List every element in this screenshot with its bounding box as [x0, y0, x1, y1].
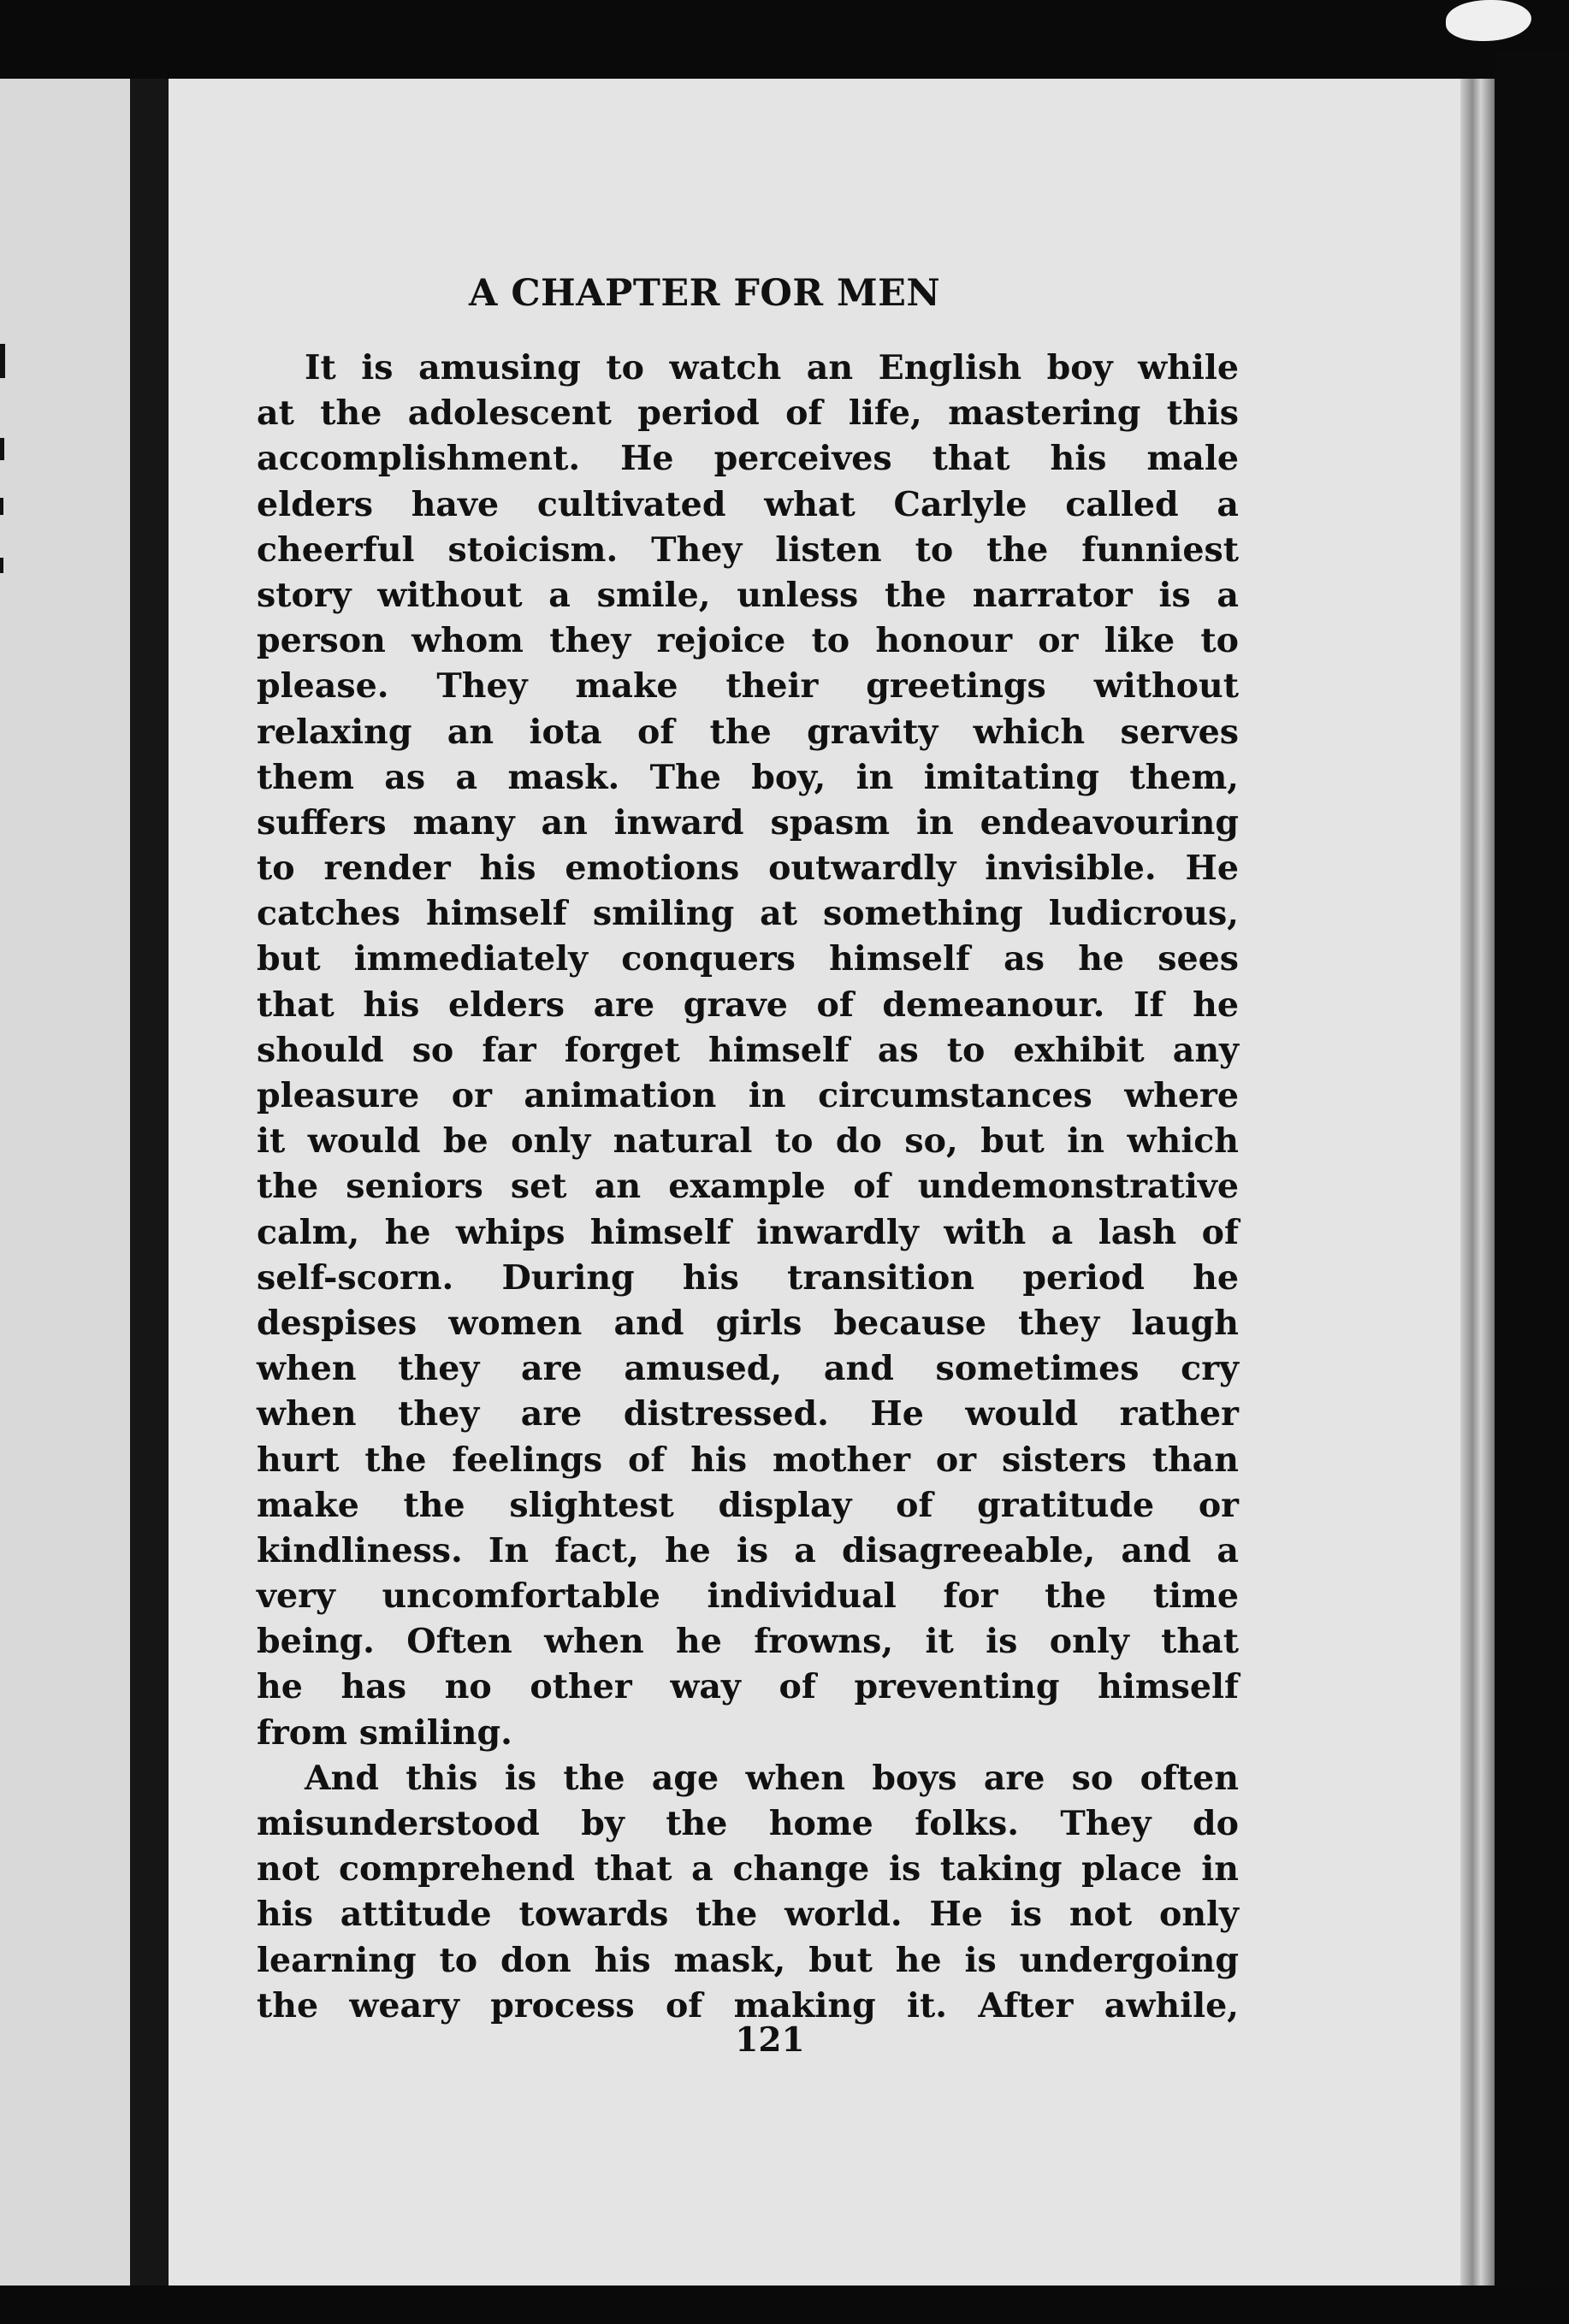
- text-line: the weary process of making it. After awhile,: [257, 1985, 1239, 2025]
- book-gutter: [130, 79, 169, 2286]
- text-line: relaxing an iota of the gravity which serves: [257, 712, 1239, 752]
- text-line: hurt the feelings of his mother or sisters than: [257, 1440, 1239, 1480]
- text-line: misunderstood by the home folks. They do: [257, 1804, 1239, 1843]
- text-line: accomplishment. He perceives that his male: [257, 439, 1239, 479]
- text-line: calm, he whips himself inwardly with a lash of: [257, 1212, 1239, 1252]
- paragraph-2: [257, 1756, 1239, 2029]
- text-line: person whom they rejoice to honour or like to: [257, 621, 1239, 661]
- facing-page-mark: [0, 498, 3, 515]
- text-line: suffers many an inward spasm in endeavouring: [257, 802, 1239, 843]
- text-line: pleasure or animation in circumstances where: [257, 1076, 1239, 1115]
- facing-page-edge: [0, 79, 132, 2286]
- text-line: them as a mask. The boy, in imitating them,: [257, 757, 1239, 797]
- text-line: self-scorn. During his transition period he: [257, 1257, 1239, 1298]
- text-line: when they are amused, and sometimes cry: [257, 1349, 1239, 1389]
- text-line: at the adolescent period of life, mastering this: [257, 393, 1239, 434]
- facing-page-mark: [0, 344, 5, 378]
- body-text: [257, 346, 1239, 2029]
- facing-page-mark: [0, 558, 3, 573]
- text-line: story without a smile, unless the narrator is a: [257, 575, 1239, 615]
- page-fore-edge: [1460, 79, 1495, 2286]
- text-line: he has no other way of preventing himself: [257, 1667, 1239, 1707]
- scan-right-border: [1495, 51, 1569, 2324]
- text-line: that his elders are grave of demeanour. If he: [257, 985, 1239, 1025]
- text-line: very uncomfortable individual for the time: [257, 1576, 1239, 1617]
- text-line: when they are distressed. He would rather: [257, 1394, 1239, 1434]
- text-line: kindliness. In fact, he is a disagreeable, and a: [257, 1530, 1239, 1570]
- text-line: the seniors set an example of undemonstrative: [257, 1167, 1239, 1207]
- text-line: his attitude towards the world. He is not only: [257, 1895, 1239, 1935]
- text-line: not comprehend that a change is taking place in: [257, 1849, 1239, 1889]
- text-line: being. Often when he frowns, it is only that: [257, 1622, 1239, 1662]
- text-line: should so far forget himself as to exhibit any: [257, 1030, 1239, 1070]
- running-head: A CHAPTER FOR MEN: [469, 272, 941, 315]
- text-line: It is amusing to watch an English boy while: [305, 348, 1239, 387]
- text-line: from smiling.: [257, 1712, 512, 1753]
- text-line: but immediately conquers himself as he sees: [257, 939, 1239, 979]
- text-line: catches himself smiling at something ludicrous,: [257, 894, 1239, 934]
- scan-bottom-border: [0, 2286, 1569, 2324]
- text-line: And this is the age when boys are so often: [305, 1758, 1239, 1798]
- text-line: elders have cultivated what Carlyle called a: [257, 484, 1239, 524]
- text-line: to render his emotions outwardly invisible. He: [257, 849, 1239, 889]
- text-line: it would be only natural to do so, but in which: [257, 1121, 1239, 1162]
- scan-top-border: [0, 0, 1569, 79]
- page-number: 121: [735, 2020, 805, 2060]
- facing-page-mark: [0, 438, 4, 460]
- text-line: cheerful stoicism. They listen to the funniest: [257, 529, 1239, 570]
- text-line: learning to don his mask, but he is undergoing: [257, 1940, 1239, 1980]
- text-line: please. They make their greetings without: [257, 666, 1239, 707]
- paragraph-1: [257, 346, 1239, 1756]
- text-line: despises women and girls because they laugh: [257, 1303, 1239, 1343]
- text-line: make the slightest display of gratitude or: [257, 1485, 1239, 1525]
